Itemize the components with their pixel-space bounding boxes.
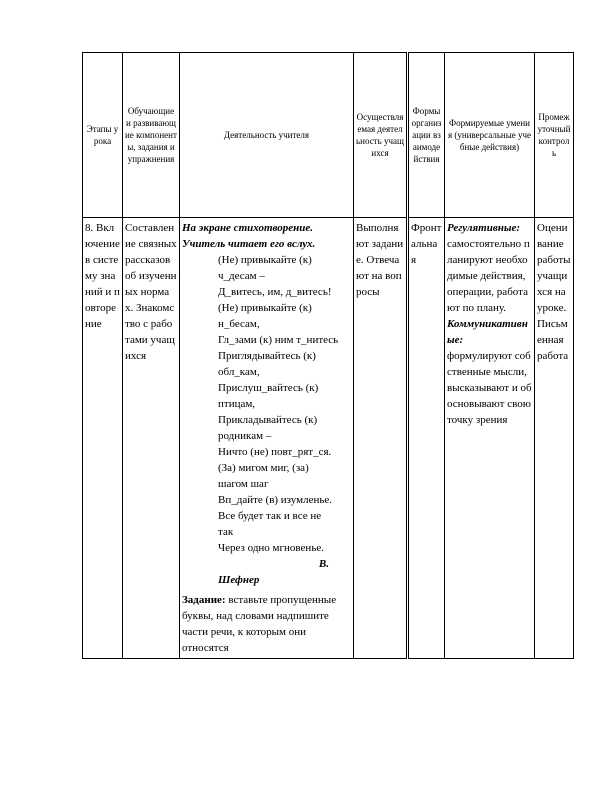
poem-line: (Не) привыкайте (к) [218, 254, 312, 266]
task-body: вставьте пропущенные буквы, над словами надпишите части речи, к которым они относятся [182, 594, 337, 654]
poem-author-initial: В. [318, 558, 329, 570]
poem-line: Гл_зами (к) ним т_нитесь [218, 334, 339, 346]
header-teacher: Деятельность учителя [180, 53, 354, 218]
poem-line: так [218, 526, 234, 538]
header-forms: Формы организации взаимодействия [408, 53, 445, 218]
poem-line: Приглядывайтесь (к) [218, 350, 316, 362]
poem-line: шагом шаг [218, 478, 269, 490]
poem-line: обл_кам, [218, 366, 260, 378]
teacher-intro-1: На экране стихотворение. [182, 222, 314, 234]
skills-communicative-text: формулируют собственные мысли, высказывают и обосновывают свою точку зрения [447, 350, 532, 426]
poem-line: ч_десам – [218, 270, 265, 282]
header-skills: Формируемые умения (универсальные учебные действия) [445, 53, 535, 218]
header-row [83, 53, 574, 218]
skills-regulative-label: Регулятивные: [447, 222, 521, 234]
skills-cell [445, 218, 535, 659]
poem-author-name: Шефнер [218, 574, 260, 586]
poem-line: Ничто (не) повт_рят_ся. [218, 446, 332, 458]
teacher-cell [180, 218, 354, 659]
poem-line: (Не) привыкайте (к) [218, 302, 312, 314]
poem-line: Прислуш_вайтесь (к) [218, 382, 319, 394]
poem [182, 252, 351, 588]
poem-line: Через одно мгновенье. [218, 542, 324, 554]
task-label: Задание: [182, 594, 226, 606]
header-control: Промежуточный контроль [535, 53, 574, 218]
poem-line: Вп_дайте (в) изумленье. [218, 494, 333, 506]
student-cell: Выполняют задание. Отвечают на вопросы [354, 218, 408, 659]
header-components: Обучающие и развивающие компоненты, задания и упражнения [123, 53, 180, 218]
poem-line: птицам, [218, 398, 256, 410]
header-student: Осуществляемая деятельность учащихся [354, 53, 408, 218]
skills-regulative-text: самостоятельно планируют необходимые действия, операции, работают по плану. [447, 238, 530, 314]
stage-cell: 8. Включение в систему знаний и повторение [83, 218, 123, 659]
control-cell: Оценивание работы учащихся на уроке. Письменная работа [535, 218, 574, 659]
poem-line: н_бесам, [218, 318, 260, 330]
poem-line: Д_витесь, им, д_витесь! [218, 286, 332, 298]
components-cell: Составление связных рассказов об изученных нормах. Знакомство с работами учащихся [123, 218, 180, 659]
poem-line: (За) мигом миг, (за) [218, 462, 309, 474]
header-stage: Этапы урока [83, 53, 123, 218]
poem-line: Все будет так и все не [218, 510, 322, 522]
forms-cell: Фронтальная [408, 218, 445, 659]
skills-communicative-label: Коммуникативные: [447, 318, 528, 346]
poem-line: родникам – [218, 430, 272, 442]
teacher-intro-2: Учитель читает его вслух. [182, 238, 316, 250]
table-row [83, 218, 574, 659]
task-text [182, 592, 351, 656]
poem-line: Прикладывайтесь (к) [218, 414, 318, 426]
lesson-table [82, 52, 574, 659]
